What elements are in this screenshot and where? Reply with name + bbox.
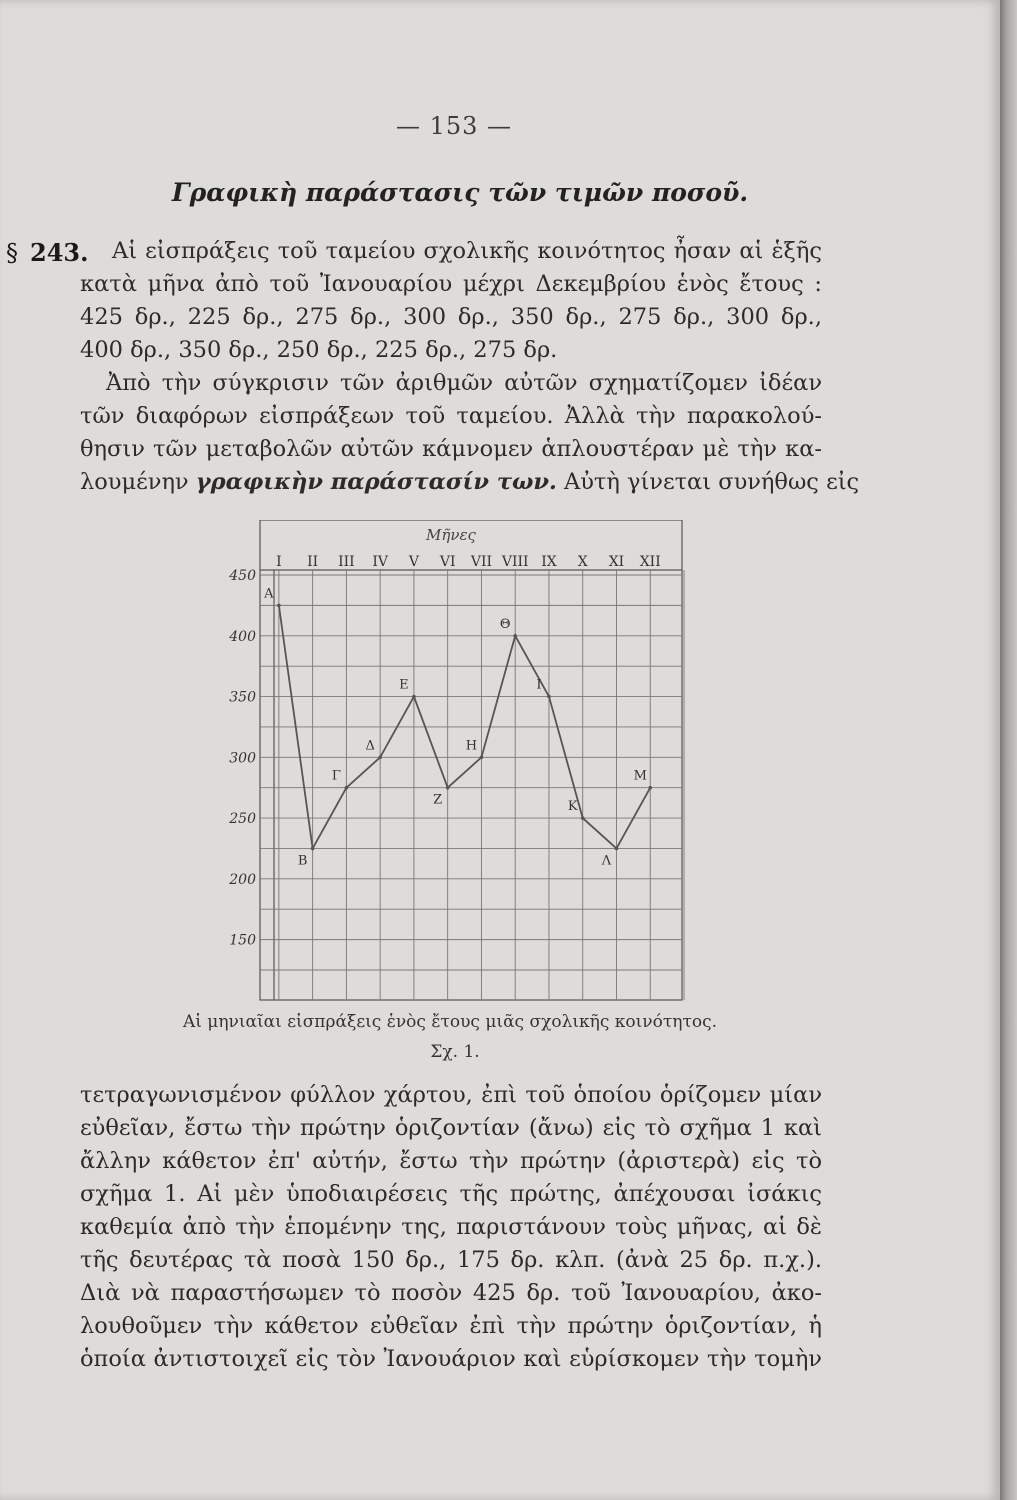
month-tick-label: I [276,554,282,570]
data-point [345,786,349,790]
paragraph3-line: σχῆμα 1. Αἱ μὲν ὑποδιαιρέσεις τῆς πρώτης, ἀπέχουσαι ἰσάκις [80,1181,822,1207]
point-label: Ζ [433,792,443,808]
text-fragment: Αὐτὴ γίνεται συνήθως εἰς [556,469,860,495]
data-point [615,847,619,851]
data-point [648,786,652,790]
data-point [378,756,382,760]
text-fragment: λουμένην [80,469,196,495]
figure-caption: Αἱ μηνιαῖαι εἰσπράξεις ἑνὸς ἔτους μιᾶς σχολικῆς κοινότητος. [182,1012,718,1032]
month-tick-label: III [338,554,355,570]
y-tick-label: 150 [229,932,256,949]
paragraph2-line: Ἀπὸ τὴν σύγκρισιν τῶν ἀριθμῶν αὐτῶν σχηματίζομεν ἰδέαν [106,370,822,396]
point-label: Μ [633,768,647,784]
page-number: — 153 — [395,112,513,140]
section-heading: Γραφικὴ παράστασις τῶν τιμῶν ποσοῦ. [171,178,749,207]
paragraph3-line: τετραγωνισμένον φύλλον χάρτου, ἐπὶ τοῦ ὁποίου ὁρίζομεν μίαν [80,1082,822,1108]
chart-y-tick-labels [228,568,256,949]
paragraph3-line: ὁποία ἀντιστοιχεῖ εἰς τὸν Ἰανουάριον καὶ εὑρίσκομεν τὴν τομὴν [80,1346,822,1372]
section-number-text: 243. [30,238,89,267]
month-tick-label: II [307,554,319,570]
section-mark: § [6,239,18,267]
data-point [480,756,484,760]
chart-frame [260,520,682,1000]
month-tick-label: V [408,554,419,570]
paragraph3-line: λουθοῦμεν τὴν κάθετον εὐθεῖαν ἐπὶ τὴν πρώτην ὁριζοντίαν, ἡ [80,1313,822,1339]
chart-grid [260,520,684,1000]
data-point [513,634,517,638]
paragraph1-line: 425 δρ., 225 δρ., 275 δρ., 300 δρ., 350 δρ., 275 δρ., 300 δρ., [80,304,822,330]
month-tick-label: VII [470,554,493,570]
point-label: Ι [536,677,542,693]
y-tick-label: 200 [229,871,256,888]
chart-point-labels [263,586,647,868]
y-tick-label: 400 [229,628,256,645]
month-tick-label: VIII [501,554,529,570]
figure-label: Σχ. 1. [430,1042,480,1062]
month-tick-label: VI [439,554,456,570]
paragraph1-line: Αἱ εἰσπράξεις τοῦ ταμείου σχολικῆς κοινότητος ἦσαν αἱ ἑξῆς [112,238,822,264]
page-edge [1000,0,1017,1500]
y-tick-label: 350 [229,689,256,706]
point-label: Δ [365,738,375,754]
month-tick-label: XI [608,554,625,570]
point-label: Θ [499,616,511,632]
point-label: Λ [601,853,612,869]
paragraph3-line: Διὰ νὰ παραστήσωμεν τὸ ποσὸν 425 δρ. τοῦ Ἰανουαρίου, ἀκο- [80,1280,822,1306]
paragraph3-line: εὐθεῖαν, ἔστω τὴν πρώτην ὁριζοντίαν (ἄνω) εἰς τὸ σχῆμα 1 καὶ [80,1115,822,1141]
point-label: Ε [399,677,409,693]
data-point [547,695,551,699]
point-label: Κ [567,799,578,815]
data-point [446,786,450,790]
month-tick-label: IV [372,554,388,570]
emphasized-term: γραφικὴν παράστασίν των. [195,469,557,495]
chart-month-labels [276,526,661,570]
paragraph1-line: 400 δρ., 350 δρ., 250 δρ., 225 δρ., 275 δρ. [80,337,558,363]
data-point [277,604,281,608]
point-label: Β [297,853,308,869]
months-axis-title: Μῆνες [426,526,476,544]
month-tick-label: X [577,554,588,570]
y-tick-label: 450 [229,568,256,584]
month-tick-label: IX [541,554,557,570]
data-point [412,695,416,699]
paragraph3-line: τῆς δευτέρας τὰ ποσὰ 150 δρ., 175 δρ. κλπ. (ἀνὰ 25 δρ. π.χ.). [80,1247,822,1273]
y-tick-label: 250 [229,811,256,828]
data-point [581,816,585,820]
y-tick-label: 300 [229,750,256,767]
point-label: Γ [331,768,341,784]
paragraph3-line: ἄλλην κάθετον ἐπ' αὐτήν, ἔστω τὴν πρώτην (ἀριστερὰ) εἰς τὸ [80,1148,822,1174]
paragraph2-line: τῶν διαφόρων εἰσπράξεων τοῦ ταμείου. Ἀλλὰ τὴν παρακολού- [80,403,822,429]
point-label: Α [264,586,274,602]
section-number [6,238,88,267]
monthly-receipts-chart [220,520,700,1020]
paragraph2-line: θησιν τῶν μεταβολῶν αὐτῶν κάμνομεν ἁπλουστέραν μὲ τὴν κα- [80,436,822,462]
data-point [311,847,315,851]
paragraph1-line: κατὰ μῆνα ἀπὸ τοῦ Ἰανουαρίου μέχρι Δεκεμβρίου ἑνὸς ἔτους : [80,271,822,297]
paragraph2-last-line [80,469,860,503]
paragraph3-line: καθεμία ἀπὸ τὴν ἑπομένην της, παριστάνουν τοὺς μῆνας, αἱ δὲ [80,1214,822,1240]
point-label: Η [465,738,478,754]
month-tick-label: XII [639,554,661,570]
